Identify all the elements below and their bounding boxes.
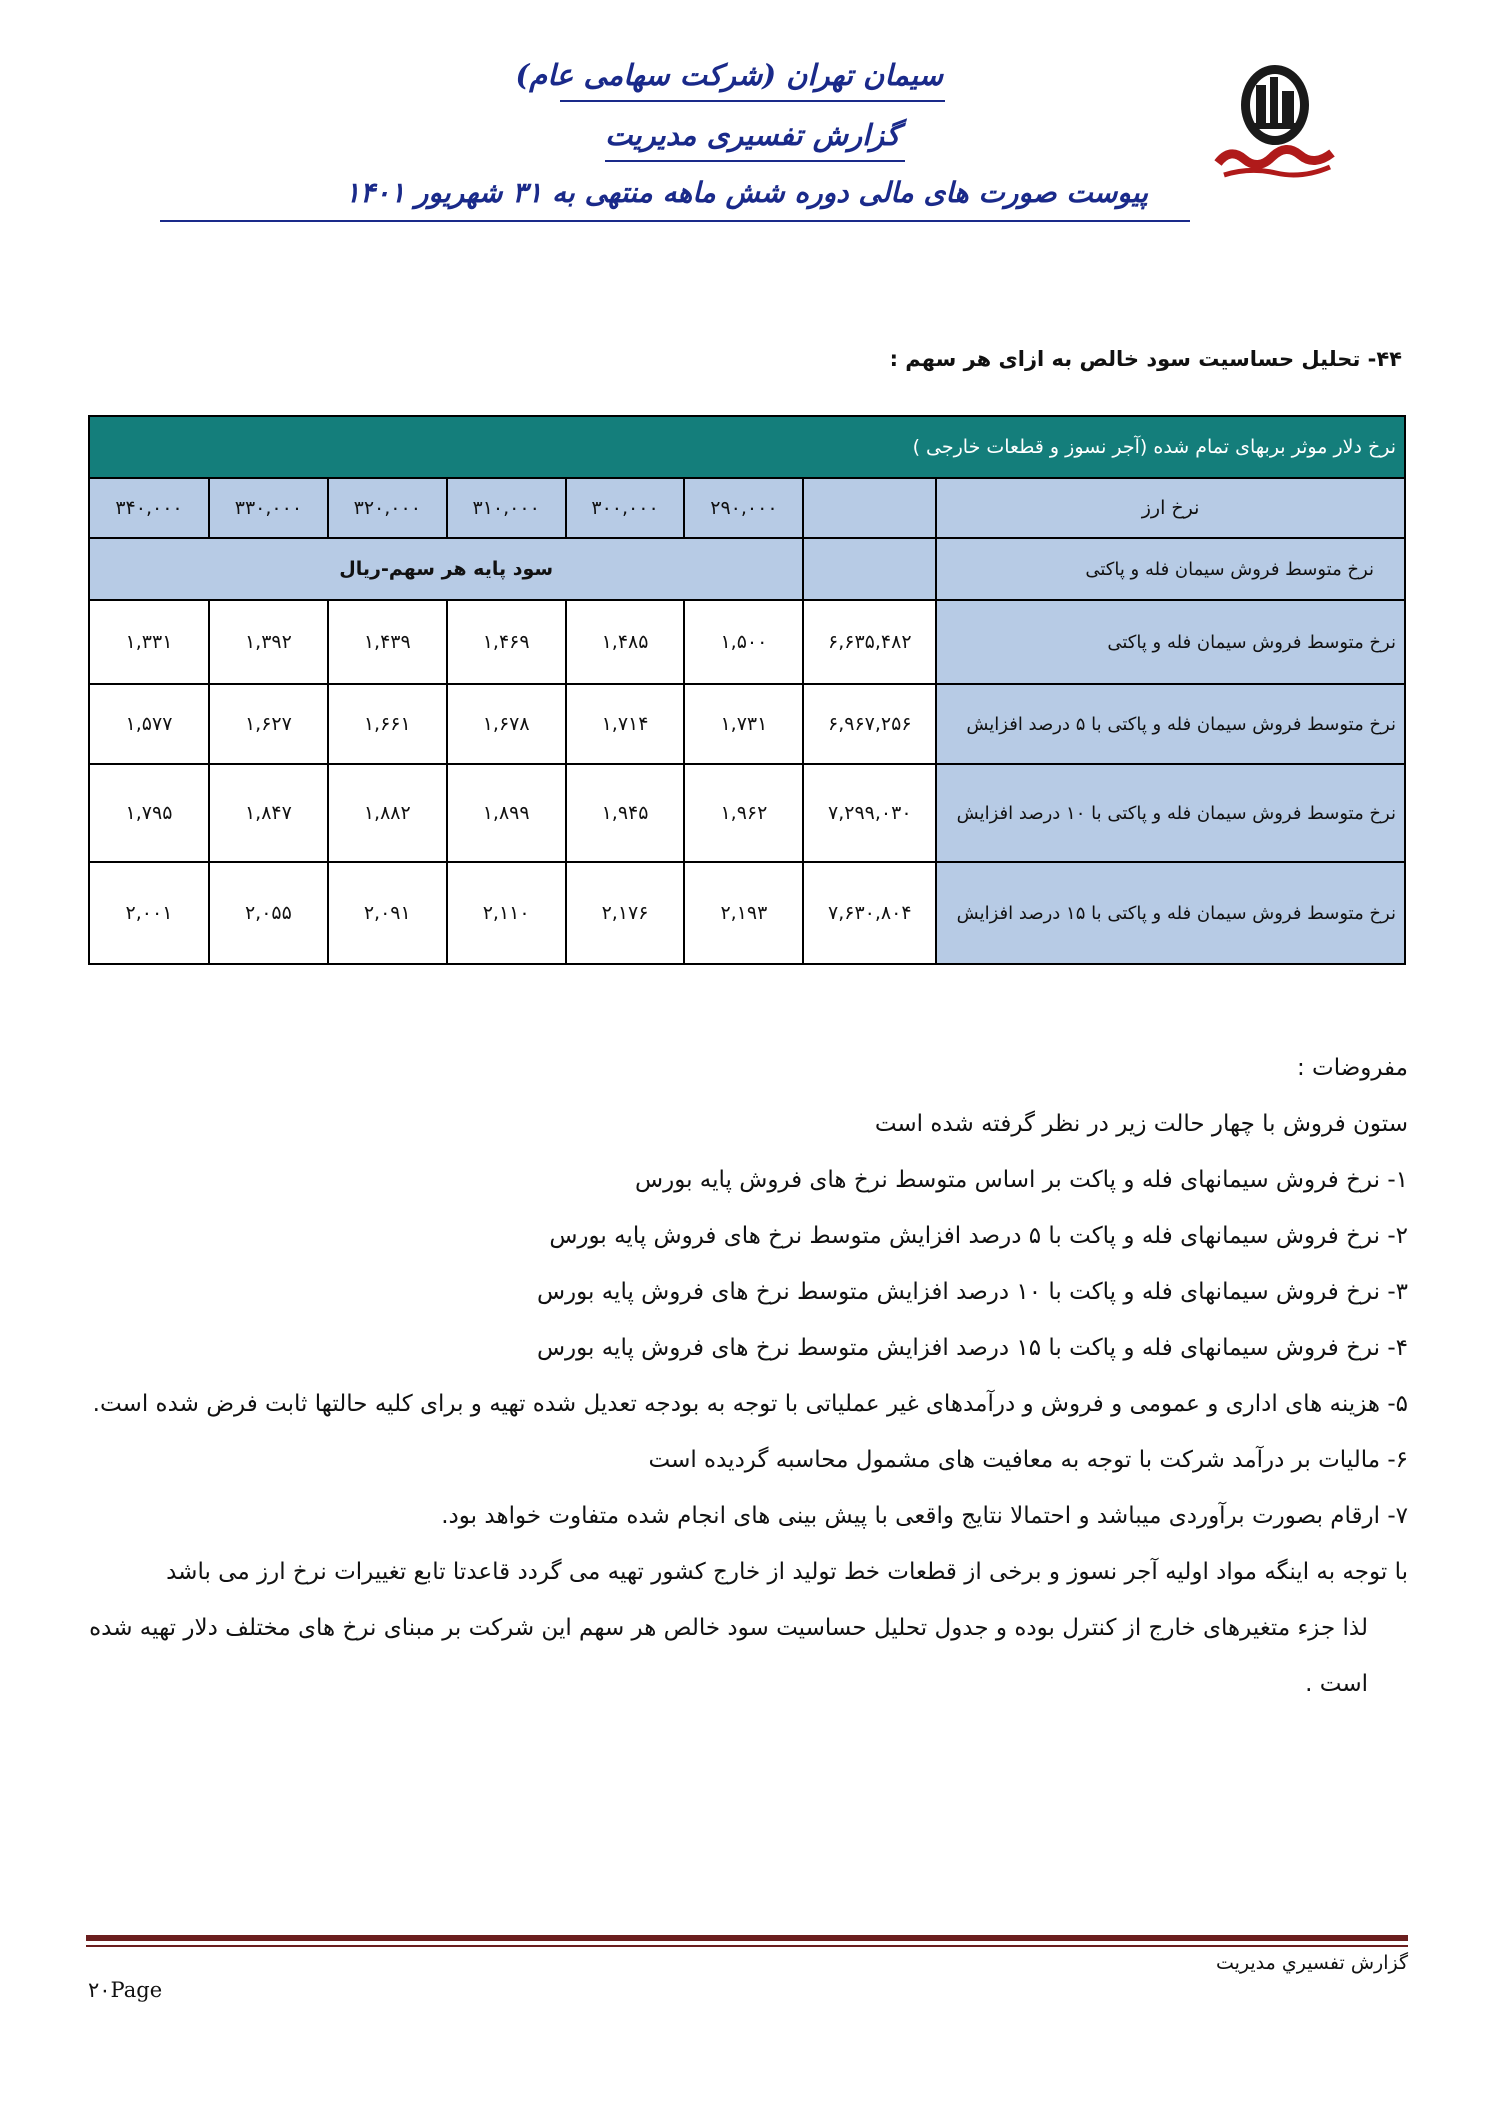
rate-value: ۳۱۰,۰۰۰ [447, 478, 566, 538]
company-title: سیمان تهران (شرکت سهامی عام) [515, 58, 943, 92]
header-underline-2 [605, 160, 905, 162]
header-rule [160, 220, 1190, 222]
eps-cell: ۱,۵۰۰ [684, 600, 803, 684]
row-label: نرخ متوسط فروش سیمان فله و پاکتی با ۱۵ درصد افزایش [936, 862, 1405, 964]
row-price: ۶,۹۶۷,۲۵۶ [803, 684, 936, 764]
eps-cell: ۱,۴۳۹ [328, 600, 447, 684]
eps-cell: ۱,۷۹۵ [89, 764, 209, 862]
eps-cell: ۱,۸۹۹ [447, 764, 566, 862]
assumption-item: ۴- نرخ فروش سیمانهای فله و پاکت با ۱۵ درصد افزایش متوسط نرخ های فروش پایه بورس [536, 1335, 1408, 1361]
row-price: ۷,۲۹۹,۰۳۰ [803, 764, 936, 862]
footer-report-name: گزارش تفسيري مديريت [1215, 1952, 1408, 1974]
logo-emblem-icon [1210, 55, 1340, 185]
eps-cell: ۱,۶۶۱ [328, 684, 447, 764]
eps-cell: ۱,۹۴۵ [566, 764, 685, 862]
footer-rule-thin [86, 1945, 1408, 1947]
rates-row [89, 478, 1405, 538]
rate-label: نرخ ارز [936, 478, 1405, 538]
rate-value: ۲۹۰,۰۰۰ [684, 478, 803, 538]
table-row [89, 862, 1405, 964]
assumption-item: ۳- نرخ فروش سیمانهای فله و پاکت با ۱۰ درصد افزایش متوسط نرخ های فروش پایه بورس [536, 1279, 1408, 1305]
eps-cell: ۱,۴۸۵ [566, 600, 685, 684]
assumption-item: ۲- نرخ فروش سیمانهای فله و پاکت با ۵ درصد افزایش متوسط نرخ های فروش پایه بورس [549, 1223, 1408, 1249]
page-number: ۲۰Page [88, 1978, 163, 2002]
subheader-empty [803, 538, 936, 600]
rate-empty [803, 478, 936, 538]
closing-paragraph-1: با توجه به اینگه مواد اولیه آجر نسوز و برخی از قطعات خط تولید از خارج کشور تهیه می گردد قاعدتا تابع تغییرات نرخ ارز می باشد [166, 1559, 1408, 1585]
eps-cell: ۲,۰۵۵ [209, 862, 328, 964]
row-label: نرخ متوسط فروش سیمان فله و پاکتی [936, 600, 1405, 684]
eps-cell: ۱,۴۶۹ [447, 600, 566, 684]
company-logo [1210, 55, 1340, 185]
row-label: نرخ متوسط فروش سیمان فله و پاکتی با ۵ درصد افزایش [936, 684, 1405, 764]
eps-cell: ۲,۱۱۰ [447, 862, 566, 964]
rate-value: ۳۲۰,۰۰۰ [328, 478, 447, 538]
rate-value: ۳۴۰,۰۰۰ [89, 478, 209, 538]
closing-paragraph-2: لذا جزء متغیرهای خارج از کنترل بوده و جدول تحلیل حساسیت سود خالص هر سهم این شرکت بر مبنای نرخ های مختلف دلار تهیه شده است . [89, 1615, 1368, 1697]
eps-cell: ۱,۶۷۸ [447, 684, 566, 764]
eps-cell: ۱,۳۳۱ [89, 600, 209, 684]
eps-cell: ۱,۳۹۲ [209, 600, 328, 684]
table-row [89, 600, 1405, 684]
assumption-item: ۶- مالیات بر درآمد شرکت با توجه به معافیت های مشمول محاسبه گردیده است [648, 1447, 1408, 1473]
assumptions-intro: ستون فروش با چهار حالت زیر در نظر گرفته شده است [874, 1111, 1408, 1137]
table-top-header-row [89, 416, 1405, 478]
table-row [89, 764, 1405, 862]
section-title: ۴۴- تحلیل حساسیت سود خالص به ازای هر سهم : [889, 347, 1402, 371]
rate-value: ۳۰۰,۰۰۰ [566, 478, 685, 538]
eps-cell: ۲,۱۹۳ [684, 862, 803, 964]
eps-cell: ۱,۷۱۴ [566, 684, 685, 764]
subheader-row [89, 538, 1405, 600]
eps-cell: ۱,۸۸۲ [328, 764, 447, 862]
table-row [89, 684, 1405, 764]
assumption-item: ۷- ارقام بصورت برآوردی میباشد و احتمالا نتایج واقعی با پیش بینی های انجام شده متفاوت خواهد بود. [441, 1503, 1408, 1529]
header-underline-1 [560, 100, 945, 102]
eps-label: سود پایه هر سهم-ریال [89, 538, 803, 600]
table-top-header: نرخ دلار موثر بربهای تمام شده (آجر نسوز و قطعات خارجی ) [89, 416, 1405, 478]
assumption-item: ۵- هزینه های اداری و عمومی و فروش و درآمدهای غیر عملیاتی با توجه به بودجه تعدیل شده تهیه و برای کلیه حالتها ثابت فرض شده است. [92, 1391, 1408, 1417]
sales-rate-label: نرخ متوسط فروش سیمان فله و پاکتی [936, 538, 1405, 600]
rate-value: ۳۳۰,۰۰۰ [209, 478, 328, 538]
row-price: ۶,۶۳۵,۴۸۲ [803, 600, 936, 684]
assumptions-heading: مفروضات : [1296, 1055, 1408, 1081]
eps-cell: ۲,۰۹۱ [328, 862, 447, 964]
assumptions-section [78, 1040, 1408, 1712]
assumption-item: ۱- نرخ فروش سیمانهای فله و پاکت بر اساس متوسط نرخ های فروش پایه بورس [635, 1167, 1408, 1193]
eps-cell: ۱,۶۲۷ [209, 684, 328, 764]
eps-cell: ۱,۵۷۷ [89, 684, 209, 764]
eps-cell: ۲,۱۷۶ [566, 862, 685, 964]
row-price: ۷,۶۳۰,۸۰۴ [803, 862, 936, 964]
report-subtitle: پیوست صورت های مالی دوره شش ماهه منتهی به ۳۱ شهریور ۱۴۰۱ [344, 176, 1148, 209]
eps-cell: ۲,۰۰۱ [89, 862, 209, 964]
footer-rule [86, 1935, 1408, 1941]
report-title: گزارش تفسیری مدیریت [605, 118, 900, 152]
eps-cell: ۱,۸۴۷ [209, 764, 328, 862]
eps-cell: ۱,۷۳۱ [684, 684, 803, 764]
sensitivity-table [88, 415, 1406, 965]
eps-cell: ۱,۹۶۲ [684, 764, 803, 862]
row-label: نرخ متوسط فروش سیمان فله و پاکتی با ۱۰ درصد افزایش [936, 764, 1405, 862]
